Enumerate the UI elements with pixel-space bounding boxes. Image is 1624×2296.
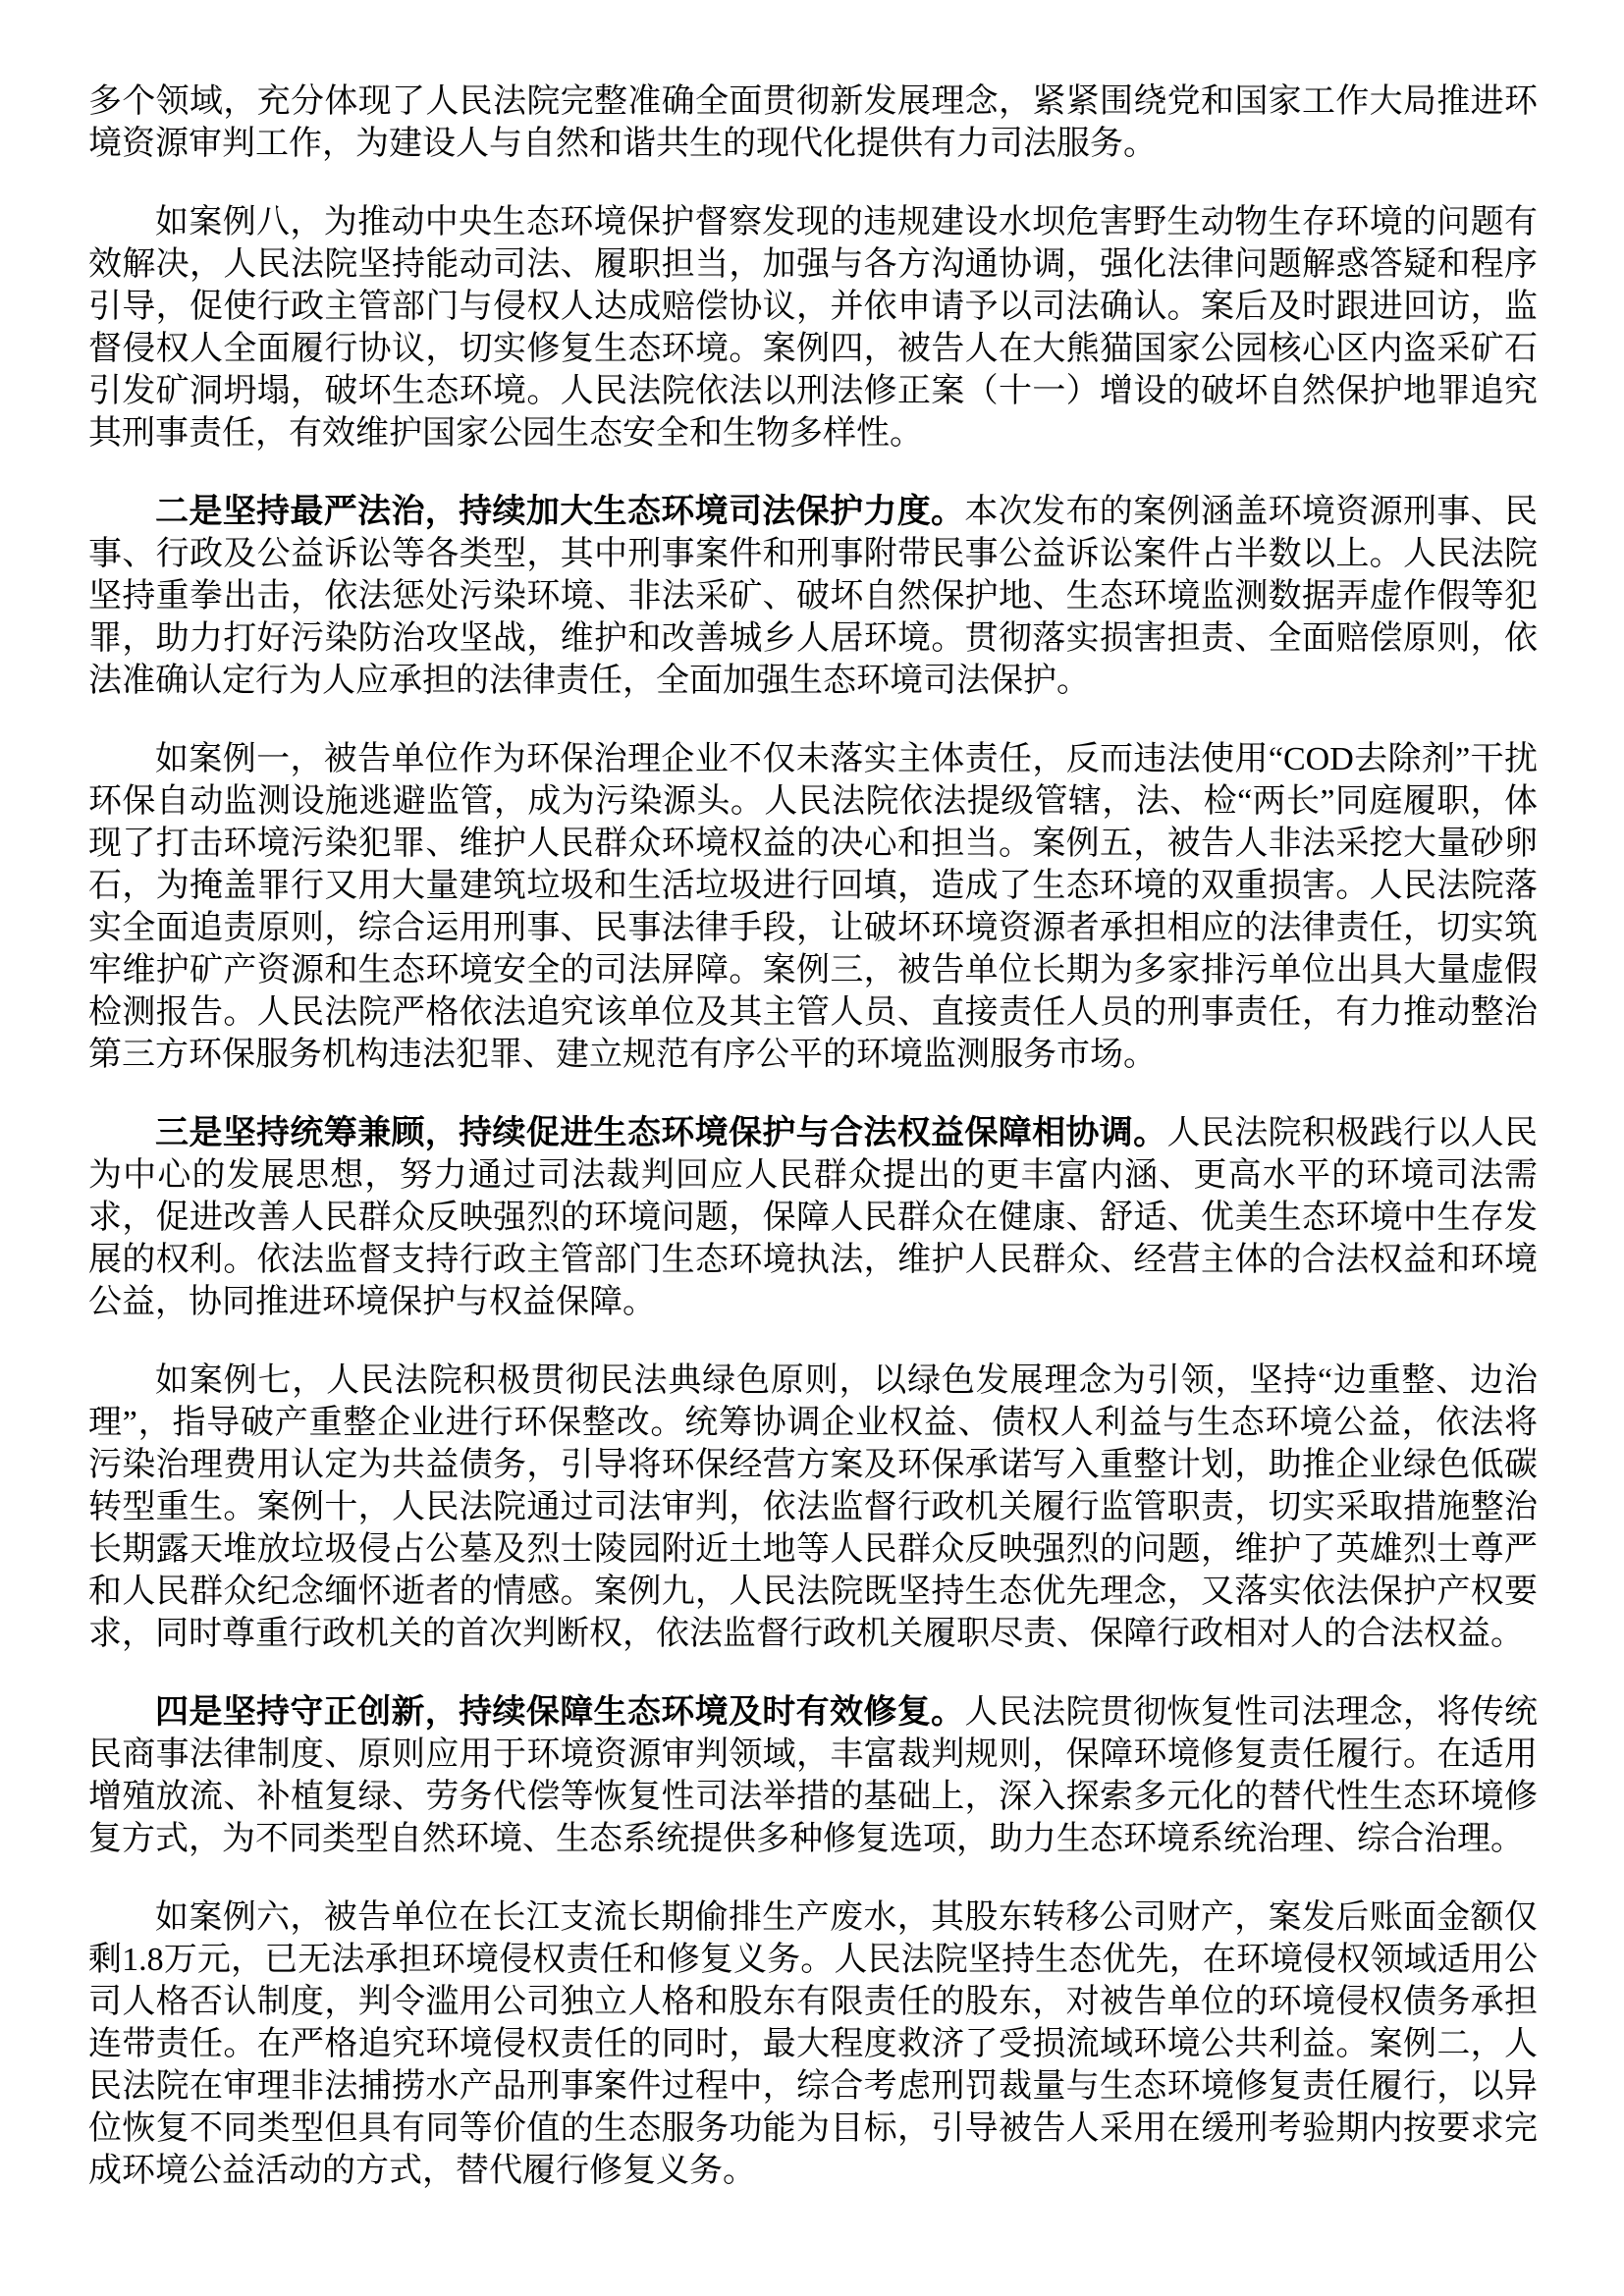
paragraph [88,201,1538,454]
paragraph [88,1112,1538,1323]
paragraph-bold-lead: 二是坚持最严法治，持续加大生态环境司法保护力度。 [155,494,965,530]
paragraph [88,738,1538,1076]
paragraph [88,80,1538,165]
paragraph [88,491,1538,702]
document-body [88,80,1538,2192]
paragraph-bold-lead: 三是坚持统筹兼顾，持续促进生态环境保护与合法权益保障相协调。 [155,1115,1167,1151]
paragraph-text-run: 如案例一，被告单位作为环保治理企业不仅未落实主体责任，反而违法使用“COD去除剂”干扰环保自动监测设施逃避监管，成为污染源头。人民法院依法提级管辖，法、检“两长”同庭履职，体现了打击环境污染犯罪、维护人民群众环境权益的决心和担当。案例五，被告人非法采挖大量砂卵石，为掩盖罪行又用大量建筑垃圾和生活垃圾进行回填，造成了生态环境的双重损害。人民法院落实全面追责原则，综合运用刑事、民事法律手段，让破坏环境资源者承担相应的法律责任，切实筑牢维护矿产资源和生态环境安全的司法屏障。案例三，被告单位长期为多家排污单位出具大量虚假检测报告。人民法院严格依法追究该单位及其主管人员、直接责任人员的刑事责任，有力推动整治第三方环保服务机构违法犯罪、建立规范有序公平的环境监测服务市场。 [88,741,1538,1073]
paragraph-text-run: 如案例六，被告单位在长江支流长期偷排生产废水，其股东转移公司财产，案发后账面金额仅剩1.8万元，已无法承担环境侵权责任和修复义务。人民法院坚持生态优先，在环境侵权领域适用公司人格否认制度，判令滥用公司独立人格和股东有限责任的股东，对被告单位的环境侵权债务承担连带责任。在严格追究环境侵权责任的同时，最大程度救济了受损流域环境公共利益。案例二，人民法院在审理非法捕捞水产品刑事案件过程中，综合考虑刑罚裁量与生态环境修复责任履行，以异位恢复不同类型但具有同等价值的生态服务功能为目标，引导被告人采用在缓刑考验期内按要求完成环境公益活动的方式，替代履行修复义务。 [88,1899,1538,2189]
paragraph-text-run: 如案例八，为推动中央生态环境保护督察发现的违规建设水坝危害野生动物生存环境的问题有效解决，人民法院坚持能动司法、履职担当，加强与各方沟通协调，强化法律问题解惑答疑和程序引导，促使行政主管部门与侵权人达成赔偿协议，并依申请予以司法确认。案后及时跟进回访，监督侵权人全面履行协议，切实修复生态环境。案例四，被告人在大熊猫国家公园核心区内盗采矿石引发矿洞坍塌，破坏生态环境。人民法院依法以刑法修正案（十一）增设的破坏自然保护地罪追究其刑事责任，有效维护国家公园生态安全和生物多样性。 [88,204,1538,452]
paragraph [88,1896,1538,2192]
paragraph [88,1691,1538,1860]
paragraph [88,1360,1538,1655]
paragraph-text-run: 人民法院积极践行以人民为中心的发展思想，努力通过司法裁判回应人民群众提出的更丰富内涵、更高水平的环境司法需求，促进改善人民群众反映强烈的环境问题，保障人民群众在健康、舒适、优美生态环境中生存发展的权利。依法监督支持行政主管部门生态环境执法，维护人民群众、经营主体的合法权益和环境公益，协同推进环境保护与权益保障。 [88,1115,1538,1320]
paragraph-text-run: 如案例七，人民法院积极贯彻民法典绿色原则，以绿色发展理念为引领，坚持“边重整、边治理”，指导破产重整企业进行环保整改。统筹协调企业权益、债权人利益与生态环境公益，依法将污染治理费用认定为共益债务，引导将环保经营方案及环保承诺写入重整计划，助推企业绿色低碳转型重生。案例十，人民法院通过司法审判，依法监督行政机关履行监管职责，切实采取措施整治长期露天堆放垃圾侵占公墓及烈士陵园附近土地等人民群众反映强烈的问题，维护了英雄烈士尊严和人民群众纪念缅怀逝者的情感。案例九，人民法院既坚持生态优先理念，又落实依法保护产权要求，同时尊重行政机关的首次判断权，依法监督行政机关履职尽责、保障行政相对人的合法权益。 [88,1362,1538,1652]
paragraph-text-run: 本次发布的案例涵盖环境资源刑事、民事、行政及公益诉讼等各类型，其中刑事案件和刑事附带民事公益诉讼案件占半数以上。人民法院坚持重拳出击，依法惩处污染环境、非法采矿、破坏自然保护地、生态环境监测数据弄虚作假等犯罪，助力打好污染防治攻坚战，维护和改善城乡人居环境。贯彻落实损害担责、全面赔偿原则，依法准确认定行为人应承担的法律责任，全面加强生态环境司法保护。 [88,494,1539,699]
paragraph-bold-lead: 四是坚持守正创新，持续保障生态环境及时有效修复。 [155,1694,965,1731]
paragraph-text-run: 多个领域，充分体现了人民法院完整准确全面贯彻新发展理念，紧紧围绕党和国家工作大局推进环境资源审判工作，为建设人与自然和谐共生的现代化提供有力司法服务。 [88,83,1538,162]
paragraph-text-run: 人民法院贯彻恢复性司法理念，将传统民商事法律制度、原则应用于环境资源审判领域，丰富裁判规则，保障环境修复责任履行。在适用增殖放流、补植复绿、劳务代偿等恢复性司法举措的基础上，深入探索多元化的替代性生态环境修复方式，为不同类型自然环境、生态系统提供多种修复选项，助力生态环境系统治理、综合治理。 [88,1694,1539,1857]
